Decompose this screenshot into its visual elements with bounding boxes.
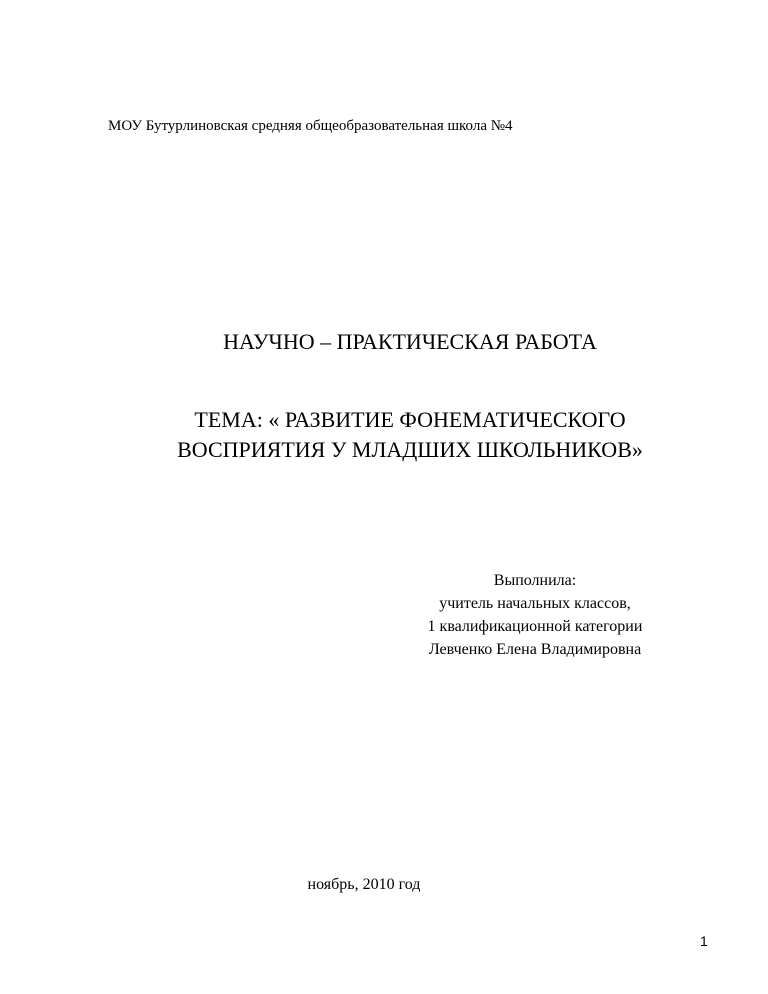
- topic-line: ВОСПРИЯТИЯ У МЛАДШИХ ШКОЛЬНИКОВ»: [177, 437, 643, 462]
- school-name: МОУ Бутурлиновская средняя общеобразовательная школа №4: [108, 118, 513, 134]
- author-category: 1 квалификационной категории: [427, 618, 643, 635]
- author-name: Левченко Елена Владимировна: [428, 641, 642, 658]
- topic-title: [0, 405, 768, 465]
- date-line: ноябрь, 2010 год: [307, 876, 421, 893]
- author-position: учитель начальных классов,: [439, 595, 631, 612]
- topic-line: ТЕМА: « РАЗВИТИЕ ФОНЕМАТИЧЕСКОГО: [194, 407, 626, 432]
- page-number: 1: [700, 933, 708, 949]
- author-block: [385, 569, 685, 661]
- work-type-heading: НАУЧНО – ПРАКТИЧЕСКАЯ РАБОТА: [223, 329, 597, 354]
- author-label: Выполнила:: [493, 572, 577, 589]
